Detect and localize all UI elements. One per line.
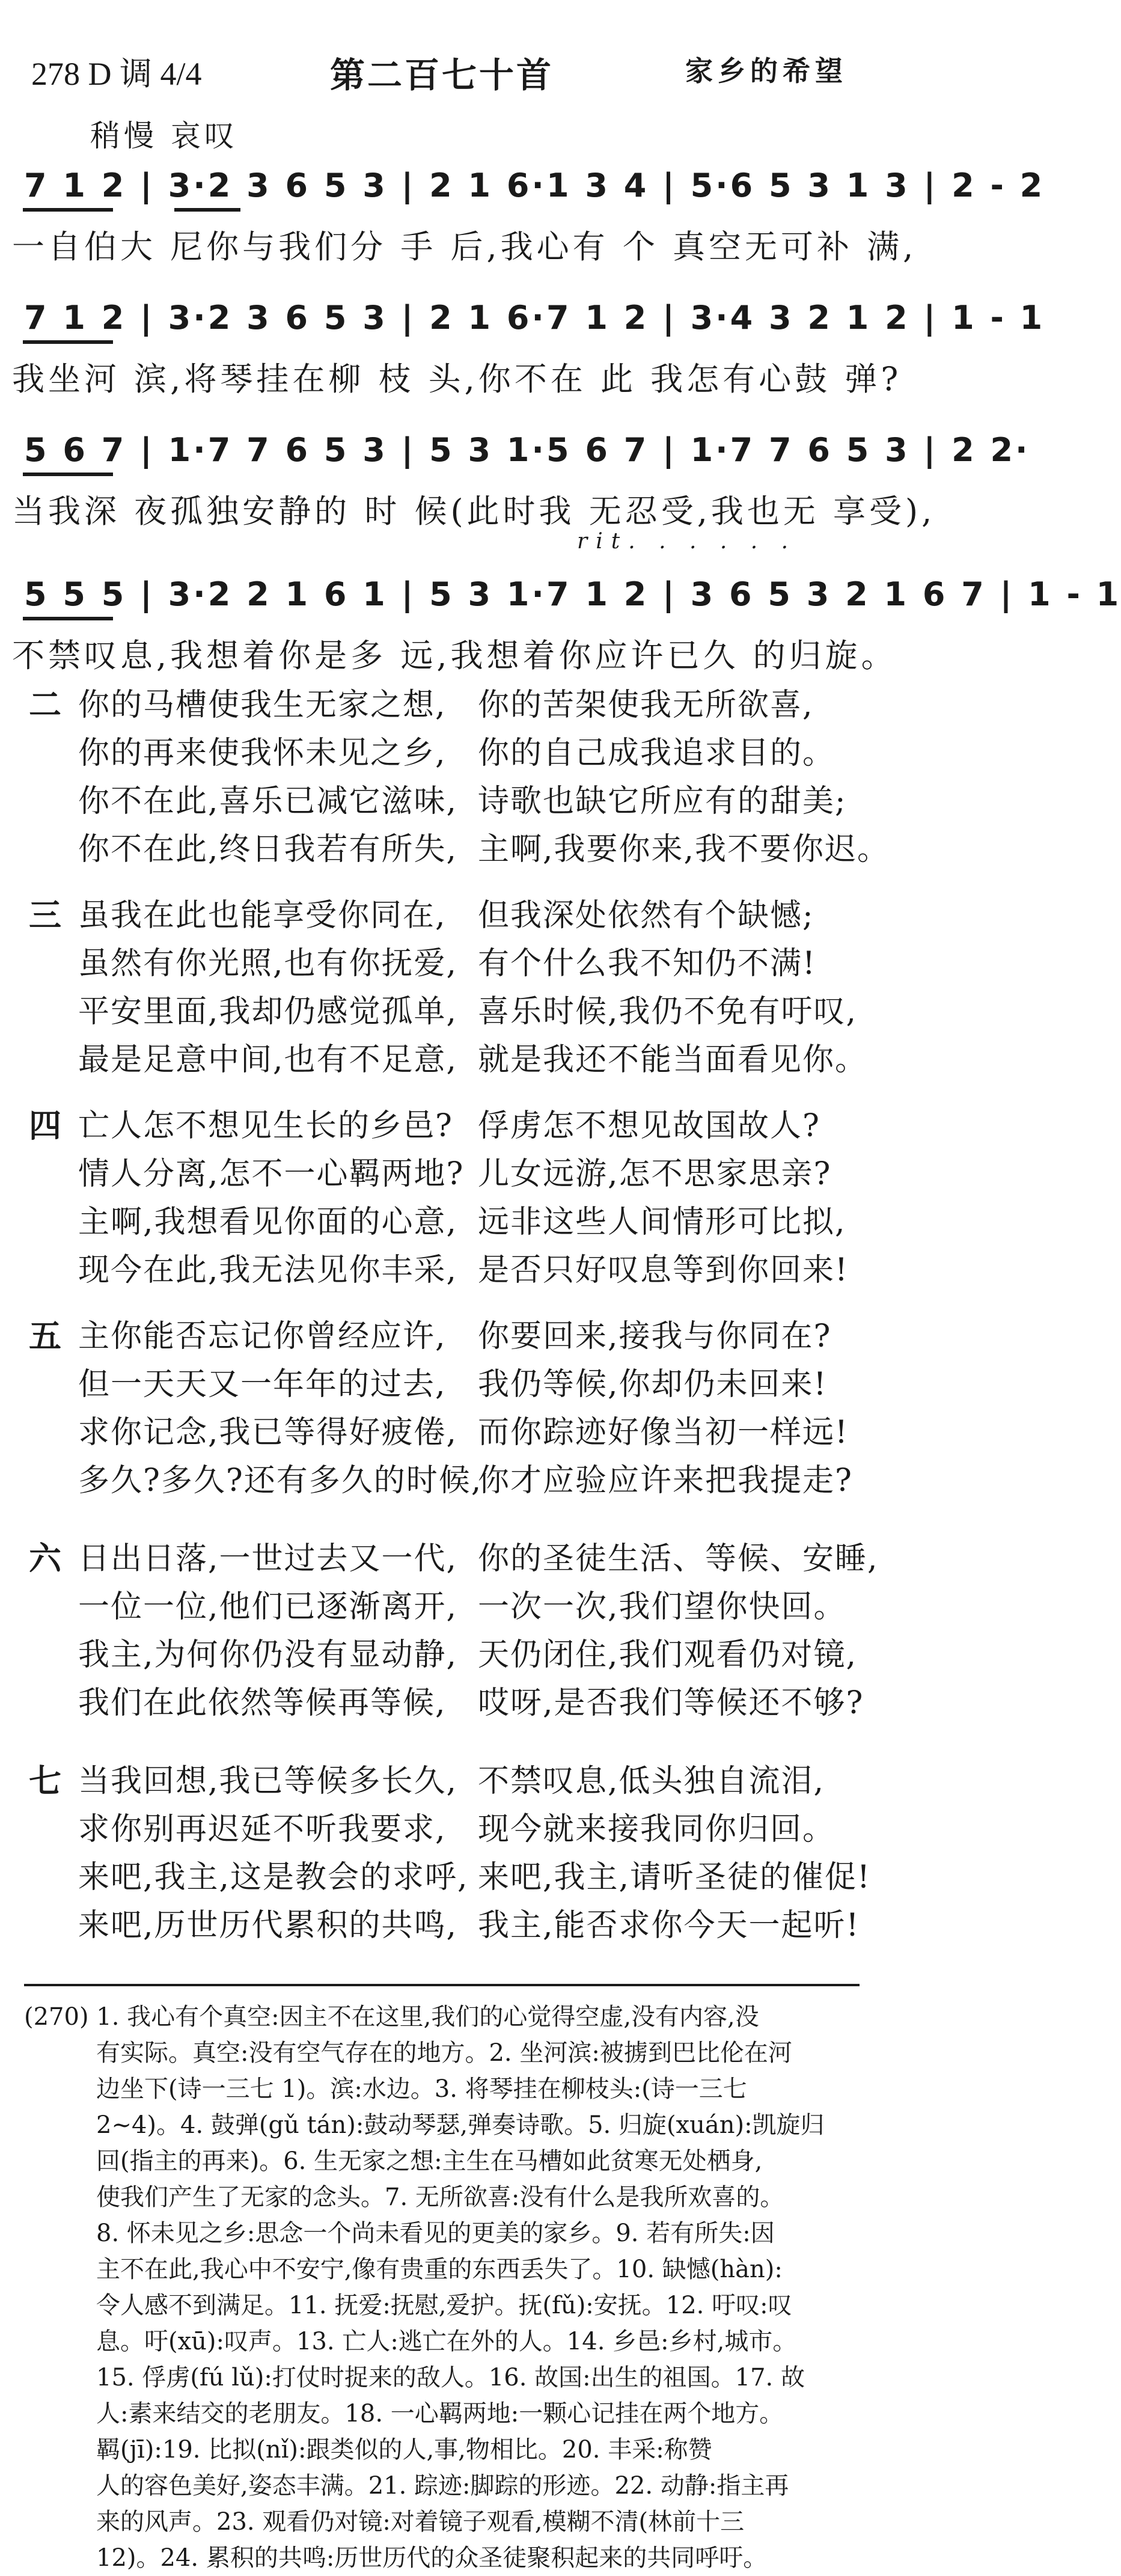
- footnote-line: 主不在此,我心中不安宁,像有贵重的东西丢失了。10. 缺憾(hàn):: [96, 2256, 783, 2283]
- lyric: 不禁叹息,我想着你是多 远,我想着你应许已久 的归旋。: [12, 637, 897, 675]
- footnote-line: 2~4)。4. 鼓弹(gǔ tán):鼓动琴瑟,弹奏诗歌。5. 归旋(xuán):凯旋归: [96, 2111, 825, 2139]
- verse-line: 喜乐时候,我仍不免有吁叹,: [478, 994, 858, 1030]
- verse-line: 我仍等候,你却仍未回来!: [478, 1366, 828, 1403]
- verse-line: 你的马槽使我生无家之想,: [78, 687, 447, 723]
- footnote-line: 来的风声。23. 观看仍对镜:对着镜子观看,模糊不清(林前十三: [96, 2508, 745, 2536]
- verse-line: 俘虏怎不想见故国故人?: [478, 1108, 820, 1144]
- verse-line: 你不在此,喜乐已减它滋味,: [78, 783, 458, 819]
- footnote-line: 人的容色美好,姿态丰满。21. 踪迹:脚踪的形迹。22. 动静:指主再: [96, 2472, 789, 2500]
- verse-line: 一位一位,他们已逐渐离开,: [78, 1589, 458, 1625]
- verse-line: 求你记念,我已等得好疲倦,: [78, 1415, 458, 1451]
- rit-marking: rit. . . . . .: [577, 529, 797, 554]
- verse-line: 远非这些人间情形可比拟,: [478, 1204, 846, 1240]
- verse-line: 来吧,我主,请听圣徒的催促!: [478, 1859, 871, 1895]
- footnote-line: 使我们产生了无家的念头。7. 无所欲喜:没有什么是我所欢喜的。: [96, 2183, 784, 2211]
- verse-line: 你要回来,接我与你同在?: [478, 1318, 832, 1354]
- verse-line: 主啊,我想看见你面的心意,: [78, 1204, 458, 1240]
- footnote-line: 令人感不到满足。11. 抚爱:抚慰,爱护。抚(fǔ):安抚。12. 吁叹:叹: [96, 2292, 792, 2319]
- verse-line: 来吧,历世历代累积的共鸣,: [78, 1908, 458, 1944]
- verse-line: 但一天天又一年年的过去,: [78, 1366, 447, 1403]
- verse-line: 虽我在此也能享受你同在,: [78, 898, 447, 934]
- verse-line: 儿女远游,怎不思家思亲?: [478, 1156, 832, 1192]
- verse-line: 你的自己成我追求目的。: [478, 735, 835, 771]
- verse-line: 诗歌也缺它所应有的甜美;: [478, 783, 847, 819]
- lyric: 当我深 夜孤独安静的 时 候(此时我 无忍受,我也无 享受),: [12, 492, 936, 530]
- footnote-line: (270) 1. 我心有个真空:因主不在这里,我们的心觉得空虚,没有内容,没: [24, 2003, 759, 2031]
- footnotes: [24, 1999, 860, 2576]
- verse-line: 求你别再迟延不听我要求,: [78, 1811, 447, 1847]
- verse-number: 六: [29, 1540, 61, 1577]
- verse-line: 虽然有你光照,也有你抚爱,: [78, 946, 458, 982]
- verse-line: 亡人怎不想见生长的乡邑?: [78, 1108, 453, 1144]
- footnote-line: 息。吁(xū):叹声。13. 亡人:逃亡在外的人。14. 乡邑:乡村,城市。: [96, 2328, 797, 2355]
- verse-line: 平安里面,我却仍感觉孤单,: [78, 994, 458, 1030]
- verse-number: 四: [29, 1107, 61, 1145]
- lyric: 我坐河 滨,将琴挂在柳 枝 头,你不在 此 我怎有心鼓 弹?: [12, 360, 902, 398]
- verse-line: 你不在此,终日我若有所失,: [78, 831, 458, 867]
- hymn-number-key: 278 D 调 4/4: [31, 56, 202, 92]
- footnote-line: 回(指主的再来)。6. 生无家之想:主生在马槽如此贫寒无处栖身,: [96, 2147, 763, 2175]
- verse-number: 五: [29, 1317, 61, 1355]
- page-header: [0, 0, 884, 96]
- notation: 7 1 2 | 3·2 3 6 5 3 | 2 1 6·1 3 4 | 5·6 5 3 1 3 | 2 - 2: [24, 167, 1045, 204]
- underline: [23, 208, 113, 212]
- verse-line: 我主,为何你仍没有显动静,: [78, 1637, 458, 1673]
- hymn-subtitle: 家乡的希望: [685, 55, 848, 87]
- notation: 5 6 7 | 1·7 7 6 5 3 | 5 3 1·5 6 7 | 1·7 7 6 5 3 | 2 2·: [24, 431, 1030, 469]
- verse-line: 哎呀,是否我们等候还不够?: [478, 1685, 864, 1721]
- verse-line: 来吧,我主,这是教会的求呼,: [78, 1859, 469, 1895]
- footnote-line: 15. 俘虏(fú lǔ):打仗时捉来的敌人。16. 故国:出生的祖国。17. 故: [96, 2364, 805, 2391]
- verse-line: 一次一次,我们望你快回。: [478, 1589, 846, 1625]
- verse-number: 二: [29, 686, 61, 724]
- verse-line: 天仍闭住,我们观看仍对镜,: [478, 1637, 858, 1673]
- footnote-line: 羁(jī):19. 比拟(nǐ):跟类似的人,事,物相比。20. 丰采:称赞: [96, 2436, 712, 2464]
- underline: [23, 340, 113, 344]
- notation: 5 5 5 | 3·2 2 1 6 1 | 5 3 1·7 1 2 | 3 6 5 3 2 1 6 7 | 1 - 1: [24, 575, 1121, 613]
- footnote-divider: [24, 1984, 860, 1986]
- verse-number: 七: [29, 1762, 61, 1800]
- footnote-line: 边坐下(诗一三七 1)。滨:水边。3. 将琴挂在柳枝头:(诗一三七: [96, 2075, 747, 2103]
- lyric: 一自伯大 尼你与我们分 手 后,我心有 个 真空无可补 满,: [12, 228, 917, 266]
- verse-line: 你的再来使我怀未见之乡,: [78, 735, 447, 771]
- verse-line: 我主,能否求你今天一起听!: [478, 1908, 860, 1944]
- footnote-line: 人:素来结交的老朋友。18. 一心羁两地:一颗心记挂在两个地方。: [96, 2400, 784, 2428]
- verse-line: 日出日落,一世过去又一代,: [78, 1541, 458, 1577]
- verse-line: 但我深处依然有个缺憾;: [478, 898, 814, 934]
- footnote-line: 12)。24. 累积的共鸣:历世历代的众圣徒聚积起来的共同呼吁。: [96, 2544, 768, 2572]
- underline: [174, 208, 240, 212]
- tempo-marking: 稍慢 哀叹: [90, 118, 238, 153]
- underline: [23, 473, 113, 476]
- verse-line: 现今在此,我无法见你丰采,: [78, 1252, 458, 1288]
- verse-line: 不禁叹息,低头独自流泪,: [478, 1763, 825, 1799]
- footnote-line: 有实际。真空:没有空气存在的地方。2. 坐河滨:被掳到巴比伦在河: [96, 2039, 792, 2067]
- verse-line: 是否只好叹息等到你回来!: [478, 1252, 849, 1288]
- verse-line: 情人分离,怎不一心羁两地?: [78, 1156, 465, 1192]
- verse-line: 你才应验应许来把我提走?: [478, 1463, 853, 1499]
- verse-line: 主你能否忘记你曾经应许,: [78, 1318, 447, 1354]
- notation: 7 1 2 | 3·2 3 6 5 3 | 2 1 6·7 1 2 | 3·4 3 2 1 2 | 1 - 1: [24, 299, 1045, 337]
- verse-line: 最是足意中间,也有不足意,: [78, 1042, 458, 1078]
- footnote-line: 8. 怀未见之乡:思念一个尚未看见的更美的家乡。9. 若有所失:因: [96, 2220, 775, 2247]
- verse-line: 当我回想,我已等候多长久,: [78, 1763, 458, 1799]
- hymn-title: 第二百七十首: [329, 55, 554, 96]
- verse-line: 而你踪迹好像当初一样远!: [478, 1415, 849, 1451]
- verse-line: 现今就来接我同你归回。: [478, 1811, 835, 1847]
- verse-line: 我们在此依然等候再等候,: [78, 1685, 447, 1721]
- verse-line: 主啊,我要你来,我不要你迟。: [478, 831, 890, 867]
- verse-number: 三: [29, 896, 61, 934]
- verse-line: 你的圣徒生活、等候、安睡,: [478, 1541, 879, 1577]
- verse-line: 就是我还不能当面看见你。: [478, 1042, 868, 1078]
- underline: [23, 617, 113, 620]
- verse-line: 你的苦架使我无所欲喜,: [478, 687, 814, 723]
- verse-line: 有个什么我不知仍不满!: [478, 946, 816, 982]
- verse-line: 多久?多久?还有多久的时候,: [78, 1463, 483, 1499]
